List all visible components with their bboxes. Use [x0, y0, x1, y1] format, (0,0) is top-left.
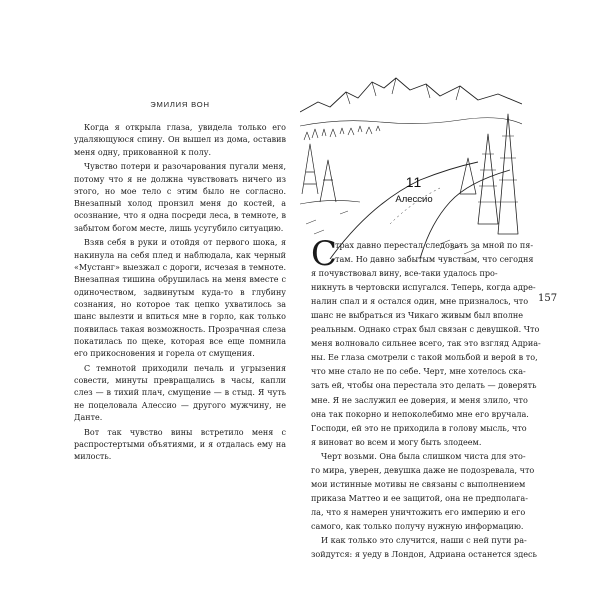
paragraph: Вот так чувство вины встретило меня с распростертыми объятиями, и я отдалась ему на милость.: [74, 427, 286, 462]
left-page-body: [74, 122, 286, 466]
text-line: я виноват во всем и могу быть злодеем.: [311, 436, 482, 447]
text-line: самого, как только получу нужную информацию.: [311, 520, 524, 531]
text-line: я почувствовал вину, все-таки удалось про-: [311, 268, 498, 279]
running-head-author: ЭМИЛИЯ ВОН: [150, 100, 210, 109]
text-line: она так покорно и непоколебимо мне его вручала.: [311, 408, 529, 419]
paragraph: Взяв себя в руки и отойдя от первого шока, я накинула на себя плед и наблюдала, как черный «Мустанг» выезжал с дороги, исчезая в темноте. Внезапная тишина обрушилась на меня вместе с одиночеством, задвинутым куда-то в глубину сознания, но которое так цепко ухватилось за шанс вылезти и впиться мне в горло, как только появилась такая возможность. Прозрачная слеза покатилась по щеке, которая все еще помнила его прикосновения и горела от смущения.: [74, 238, 286, 359]
drop-cap: С: [311, 234, 338, 274]
paragraph: Чувство потери и разочарования пугали меня, потому что я не должна чувствовать ничего из этого, но мое тело с этим было не согласно. Внезапный холод пронзил меня до костей, а осознание, что я одна посреди леса, в темноте, в забытом богом месте, лишь усугубило ситуацию.: [74, 162, 286, 233]
landscape-drawing: [300, 74, 522, 259]
text-line: приказа Маттео и ее защитой, она не предполага-: [311, 492, 528, 503]
text-line: трах давно перестал следовать за мной по пя-: [335, 240, 534, 250]
chapter-number: 11: [405, 174, 423, 190]
paragraph: С темнотой приходили печаль и угрызения совести, минуты превращались в часы, капли слез — в тихий плач, смущение — в стыд. Я чуть не поцеловала Алессио — другого мужчину, не Данте.: [74, 363, 286, 422]
text-line: мои истинные мотивы не связаны с выполнением: [311, 478, 526, 489]
text-line: ла, что я намерен уничтожить его империю и его: [311, 506, 526, 517]
right-page-body: [311, 234, 541, 561]
text-line: ны. Ее глаза смотрели с такой мольбой и верой в то,: [311, 352, 538, 363]
text-line: И как только это случится, наши с ней пути ра-: [321, 534, 527, 545]
text-line: реальным. Однако страх был связан с девушкой. Что: [311, 324, 540, 335]
page-number: 157: [538, 293, 558, 304]
text-line: го мира, уверен, девушка даже не подозревала, что: [311, 464, 535, 475]
chapter-illustration-mountain-road: [300, 74, 522, 259]
text-line: Черт возьми. Она была слишком чиста для это-: [321, 450, 526, 461]
text-line: налин спал и я остался один, мне призналось, что: [311, 296, 529, 307]
text-line: что мне стало не по себе. Черт, мне хотелось ска-: [311, 366, 526, 377]
text-line: зойдутся: я уеду в Лондон, Адриана останется здесь: [311, 549, 537, 560]
text-line: зать ей, чтобы она перестала это делать — доверять: [311, 380, 537, 391]
chapter-title: Алессио: [395, 194, 433, 205]
text-line: мне. Я не заслужил ее доверия, и меня злило, что: [311, 394, 528, 405]
text-line: никнуть в чертовски испугался. Теперь, когда адре-: [311, 282, 536, 293]
text-line: Господи, ей это не приходила в голову мысль, что: [311, 422, 527, 433]
text-line: там. Но давно забытым чувствам, что сегодня: [335, 254, 534, 265]
paragraph: Когда я открыла глаза, увидела только его удаляющуюся спину. Он вышел из дома, оставив меня одну, прикованной к полу.: [74, 123, 286, 157]
text-line: шанс не выбраться из Чикаго живым был вполне: [311, 310, 524, 321]
text-line: меня волновало сильнее всего, так это взгляд Адриа-: [311, 338, 541, 349]
